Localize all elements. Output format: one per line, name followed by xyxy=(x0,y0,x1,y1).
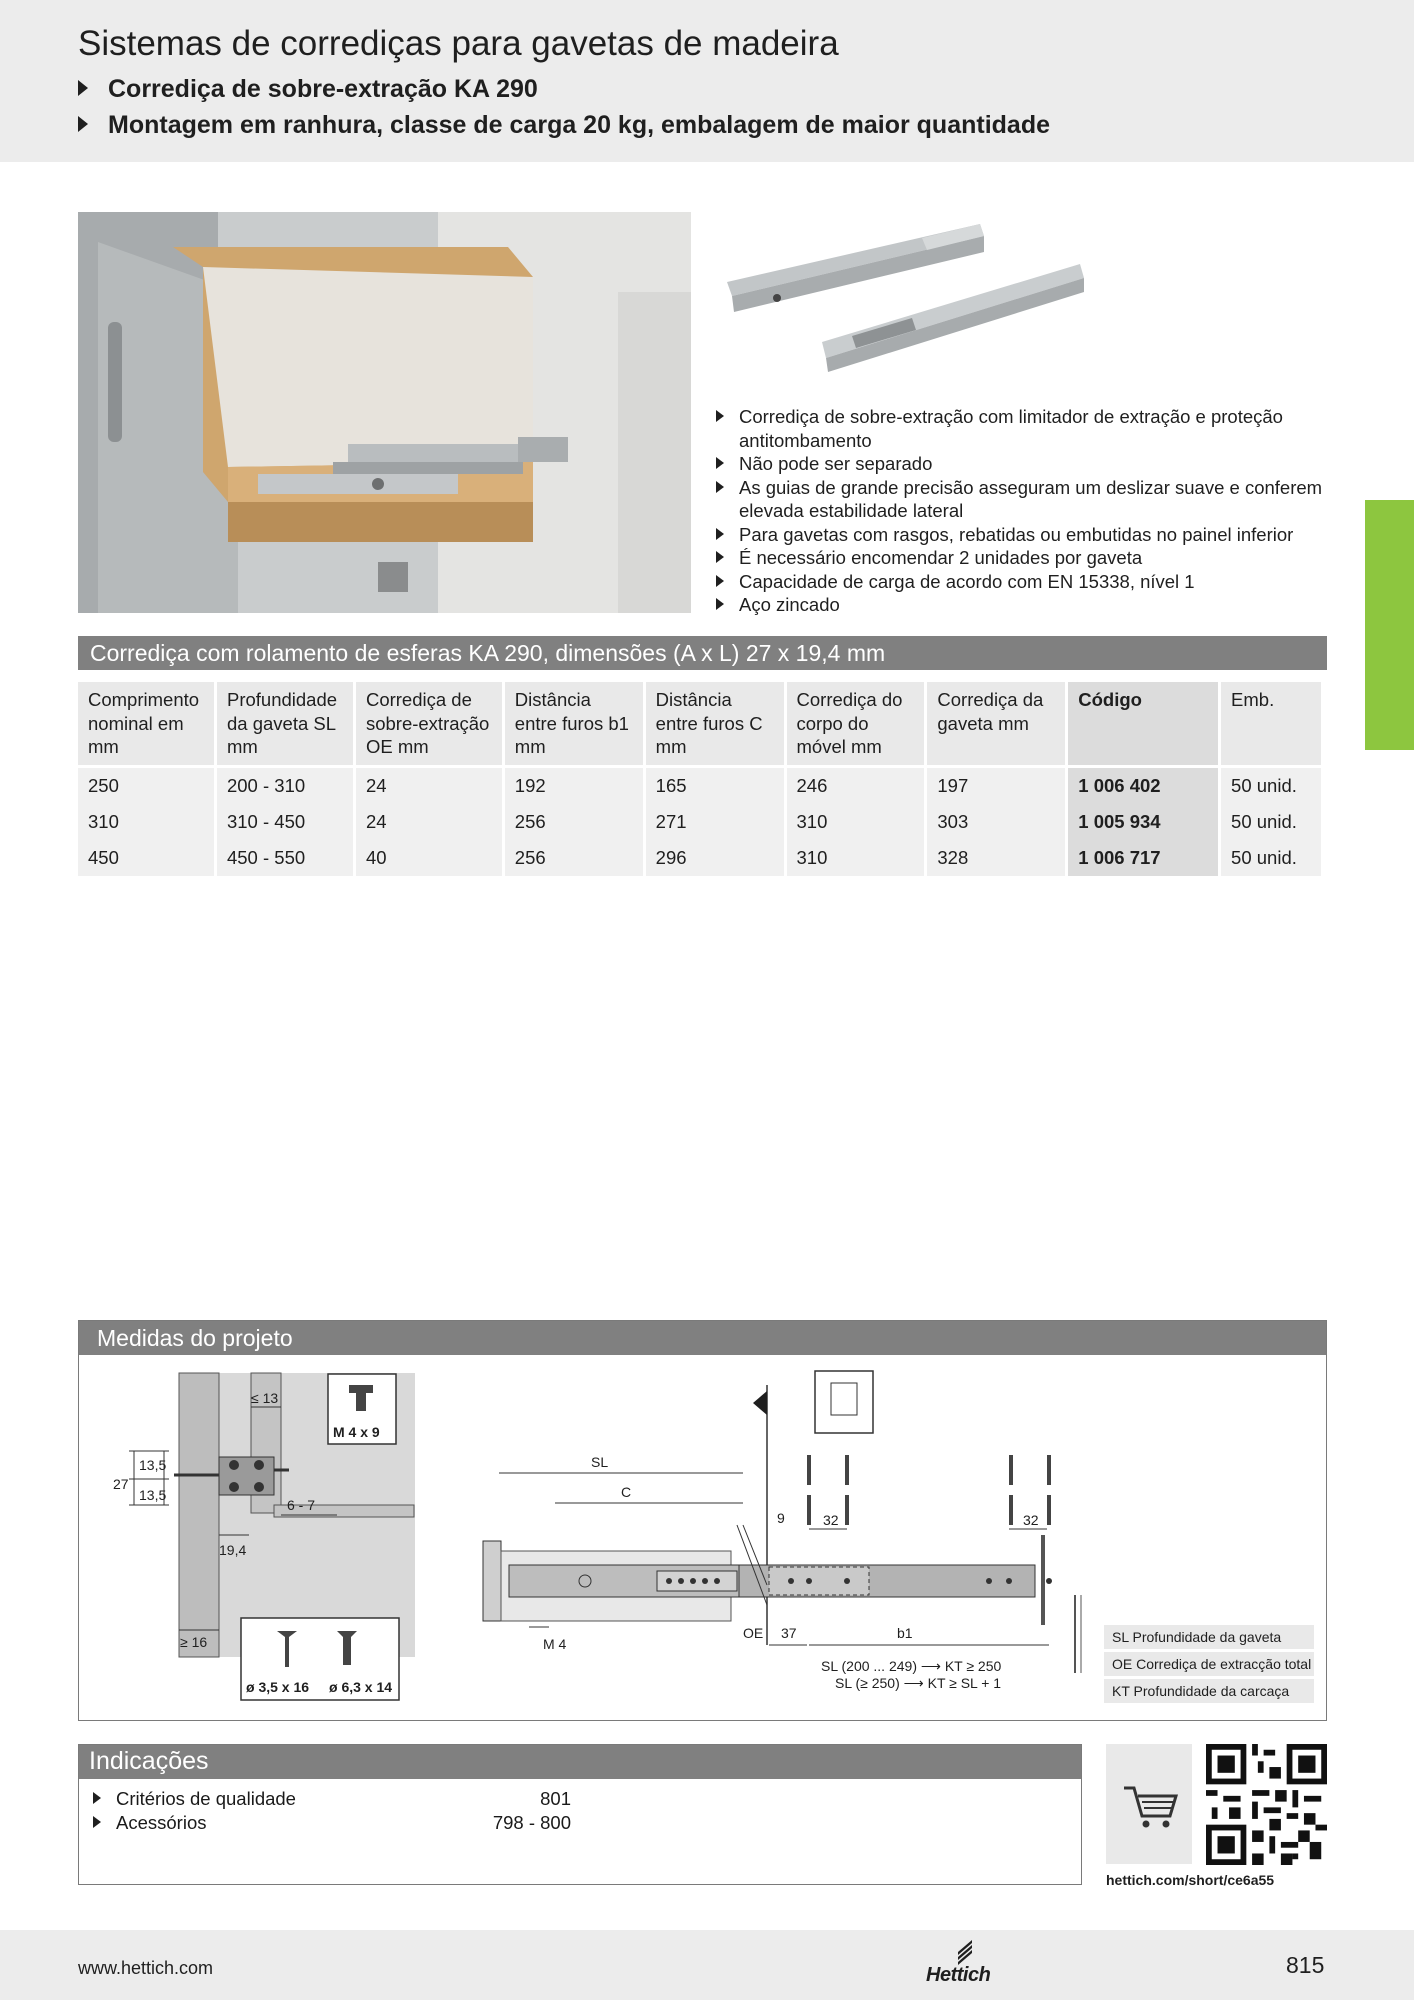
dim-c: C xyxy=(621,1484,632,1500)
subtitle-1 xyxy=(78,75,538,104)
col-header-hole-distance-b1: Distância entre furos b1 mm xyxy=(505,682,643,768)
feature-item: Para gavetas com rasgos, rebatidas ou embutidas no painel inferior xyxy=(714,523,1334,547)
feature-item: É necessário encomendar 2 unidades por gaveta xyxy=(714,546,1334,570)
qr-code-icon[interactable] xyxy=(1206,1744,1327,1865)
feature-item: Não pode ser separado xyxy=(714,452,1334,476)
indication-label: Acessórios xyxy=(116,1811,207,1833)
feature-item: Capacidade de carga de acordo com EN 15338, nível 1 xyxy=(714,570,1334,594)
table-title: Corrediça com rolamento de esferas KA 290, dimensões (A x L) 27 x 19,4 mm xyxy=(78,636,1327,670)
table-row xyxy=(78,768,1321,804)
dim-13-5-bottom: 13,5 xyxy=(139,1487,167,1503)
cell: 40 xyxy=(356,840,502,876)
col-header-drawer-runner: Corrediça da gaveta mm xyxy=(927,682,1065,768)
feature-item: Corrediça de sobre-extração com limitador de extração e proteção antitombamento xyxy=(714,405,1334,452)
dim-sl: SL xyxy=(591,1454,609,1470)
cell: 50 unid. xyxy=(1221,804,1321,840)
dim-37: 37 xyxy=(781,1625,797,1641)
bullet-triangle-icon xyxy=(78,116,88,132)
cell: 246 xyxy=(787,768,925,804)
dim-32-left: 32 xyxy=(823,1512,839,1528)
section-tab-marker xyxy=(1365,500,1414,750)
shop-cart-button[interactable] xyxy=(1106,1744,1192,1864)
dim-le-13: ≤ 13 xyxy=(251,1390,279,1406)
subtitle-1-text: Corrediça de sobre-extração KA 290 xyxy=(108,75,538,103)
col-header-code: Código xyxy=(1068,682,1218,768)
indication-item-accessories[interactable] xyxy=(91,1811,571,1835)
dim-13-5-top: 13,5 xyxy=(139,1457,167,1473)
cell: 310 - 450 xyxy=(217,804,353,840)
measures-legend xyxy=(1104,1625,1314,1706)
shopping-cart-icon xyxy=(1106,1744,1192,1864)
cell: 303 xyxy=(927,804,1065,840)
brand-name: Hettich xyxy=(926,1964,991,1986)
dim-9: 9 xyxy=(777,1510,785,1526)
drawer-photo xyxy=(78,212,691,613)
cell: 24 xyxy=(356,804,502,840)
dim-6-7: 6 - 7 xyxy=(287,1497,316,1513)
indication-item-quality[interactable] xyxy=(91,1787,571,1811)
indications-list xyxy=(91,1787,571,1834)
short-url-link[interactable]: hettich.com/short/ce6a55 xyxy=(1106,1872,1275,1888)
col-header-nominal-length: Comprimento nominal em mm xyxy=(78,682,214,768)
dim-19-4: 19,4 xyxy=(219,1542,247,1558)
page-title: Sistemas de corrediças para gavetas de madeira xyxy=(78,24,839,63)
cell: 450 xyxy=(78,840,214,876)
cell: 192 xyxy=(505,768,643,804)
cell: 200 - 310 xyxy=(217,768,353,804)
cell: 250 xyxy=(78,768,214,804)
col-header-drawer-depth: Profundidade da gaveta SL mm xyxy=(217,682,353,768)
page-header xyxy=(0,0,1414,162)
website-link[interactable]: www.hettich.com xyxy=(78,1958,214,1978)
dim-32-right: 32 xyxy=(1023,1512,1039,1528)
legend-kt: KT Profundidade da carcaça xyxy=(1104,1679,1314,1703)
cell: 165 xyxy=(646,768,784,804)
subtitle-2 xyxy=(78,111,1050,140)
cell: 296 xyxy=(646,840,784,876)
cell: 310 xyxy=(78,804,214,840)
indication-label: Critérios de qualidade xyxy=(116,1788,296,1809)
dim-27: 27 xyxy=(113,1476,129,1492)
col-header-over-extension: Corrediça de sobre-extração OE mm xyxy=(356,682,502,768)
legend-oe: OE Corrediça de extracção total xyxy=(1104,1652,1314,1676)
cell: 256 xyxy=(505,804,643,840)
dim-m4: M 4 xyxy=(543,1636,567,1652)
col-header-pack: Emb. xyxy=(1221,682,1321,768)
cell: 310 xyxy=(787,840,925,876)
cell: 50 unid. xyxy=(1221,768,1321,804)
cell-code: 1 006 402 xyxy=(1068,768,1218,804)
spec-table xyxy=(75,682,1324,876)
indication-page: 801 xyxy=(540,1788,571,1809)
dim-ge-16: ≥ 16 xyxy=(180,1634,208,1650)
cell-code: 1 005 934 xyxy=(1068,804,1218,840)
subtitle-2-text: Montagem em ranhura, classe de carga 20 kg, embalagem de maior quantidade xyxy=(108,111,1050,139)
cell: 197 xyxy=(927,768,1065,804)
cell: 310 xyxy=(787,804,925,840)
feature-item: As guias de grande precisão asseguram um deslizar suave e conferem elevada estabilidade lateral xyxy=(714,476,1334,523)
cell: 271 xyxy=(646,804,784,840)
feature-list xyxy=(714,405,1334,617)
screw-m4x9-label: M 4 x 9 xyxy=(333,1424,380,1440)
screw-3-5x16-label: ø 3,5 x 16 xyxy=(246,1679,310,1695)
feature-item: Aço zincado xyxy=(714,593,1334,617)
cell-code: 1 006 717 xyxy=(1068,840,1218,876)
cell: 50 unid. xyxy=(1221,840,1321,876)
table-header-row xyxy=(78,682,1321,768)
indications-panel xyxy=(78,1744,1082,1885)
table-row xyxy=(78,840,1321,876)
col-header-cabinet-runner: Corrediça do corpo do móvel mm xyxy=(787,682,925,768)
cell: 450 - 550 xyxy=(217,840,353,876)
indications-title: Indicações xyxy=(79,1745,1081,1779)
project-measures-title: Medidas do projeto xyxy=(79,1321,1326,1355)
screw-6-3x14-label: ø 6,3 x 14 xyxy=(329,1679,393,1695)
dim-oe: OE xyxy=(743,1625,764,1641)
cell: 24 xyxy=(356,768,502,804)
legend-sl: SL Profundidade da gaveta xyxy=(1104,1625,1314,1649)
table-row xyxy=(78,804,1321,840)
cell: 256 xyxy=(505,840,643,876)
kt-rule-2: SL (≥ 250) ⟶ KT ≥ SL + 1 xyxy=(835,1675,1002,1691)
bullet-triangle-icon xyxy=(78,80,88,96)
col-header-hole-distance-c: Distância entre furos C mm xyxy=(646,682,784,768)
page-number: 815 xyxy=(1286,1952,1325,1978)
kt-rule-1: SL (200 ... 249) ⟶ KT ≥ 250 xyxy=(821,1658,1002,1674)
cell: 328 xyxy=(927,840,1065,876)
dim-b1: b1 xyxy=(897,1625,913,1641)
indication-page: 798 - 800 xyxy=(492,1811,571,1833)
page-footer xyxy=(0,1930,1414,2000)
slides-photo xyxy=(722,212,1092,382)
